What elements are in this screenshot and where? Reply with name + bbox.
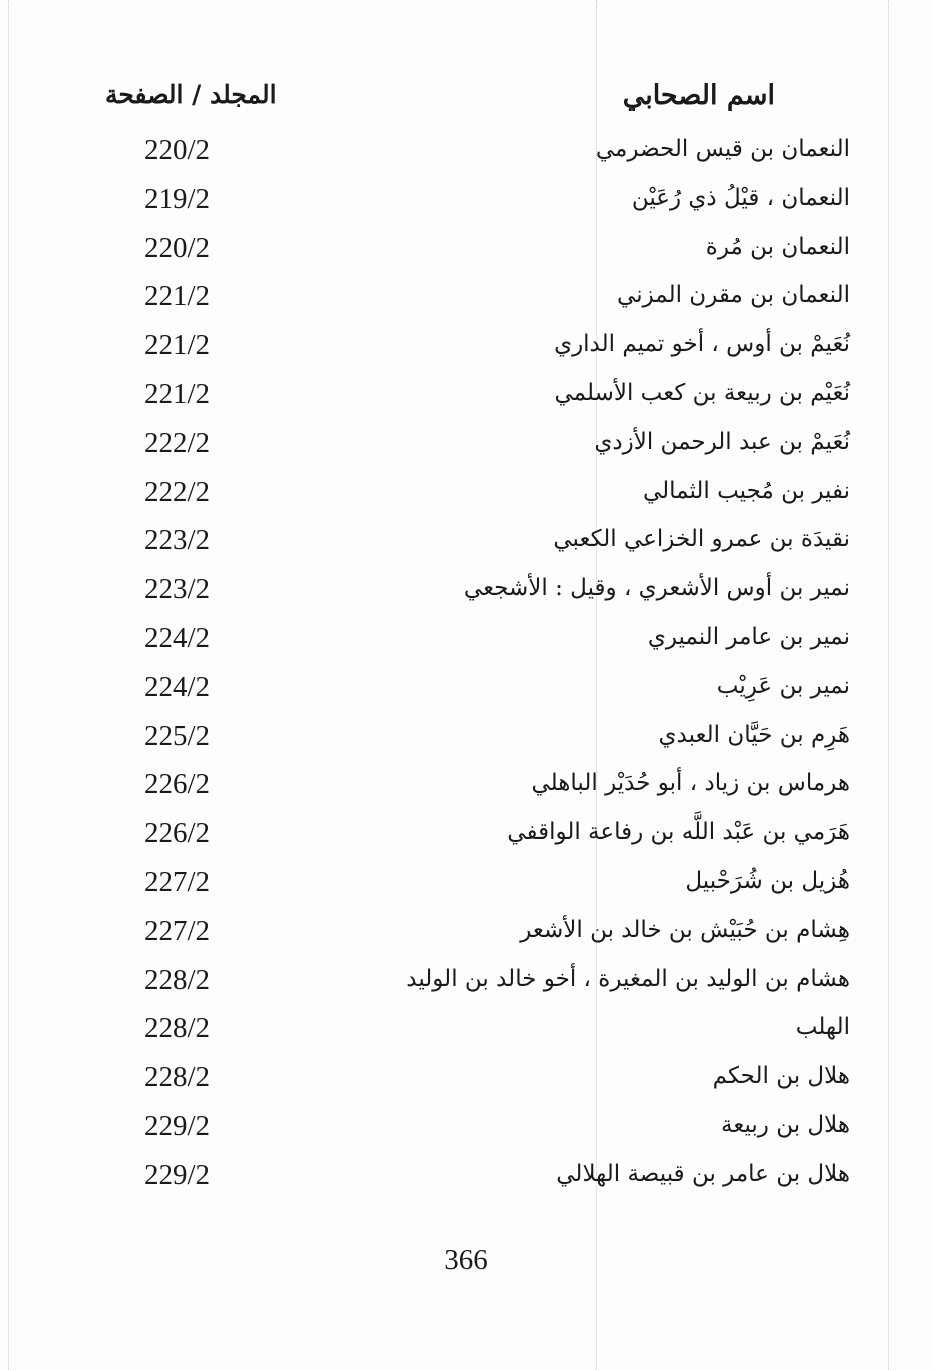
companion-name: نُعَيمْ بن أوس ، أخو تميم الداري [554, 331, 850, 358]
list-item [0, 179, 932, 228]
volume-page-ref: 229/2 [144, 1158, 211, 1191]
companion-name: نفير بن مُجيب الثمالي [642, 477, 850, 504]
volume-page-ref: 221/2 [144, 377, 211, 410]
list-item [0, 130, 932, 179]
list-item [0, 667, 932, 716]
volume-page-ref: 224/2 [144, 670, 211, 703]
list-item [0, 228, 932, 277]
companion-name: هَرَمي بن عَبْد اللَّه بن رفاعة الواقفي [507, 819, 850, 846]
companion-name: هَرِم بن حَيَّان العبدي [658, 721, 850, 748]
companion-name: هلال بن ربيعة [721, 1111, 850, 1138]
volume-page-ref: 228/2 [144, 1012, 211, 1045]
list-item [0, 764, 932, 813]
list-item [0, 423, 932, 472]
companion-name: هلال بن الحكم [712, 1063, 850, 1090]
volume-page-ref: 226/2 [144, 768, 211, 801]
companion-name: هِشام بن حُبَيْش بن خالد بن الأشعر [520, 916, 850, 943]
table-header [0, 80, 932, 120]
volume-page-ref: 223/2 [144, 573, 211, 606]
volume-page-ref: 220/2 [144, 134, 211, 166]
companion-name: نمير بن عَرِيْب [716, 672, 850, 699]
list-item [0, 1057, 932, 1106]
list-item [0, 569, 932, 618]
companion-name: هلال بن عامر بن قبيصة الهلالي [556, 1160, 850, 1187]
companion-name: النعمان ، قيْلُ ذي رُعَيْن [631, 184, 850, 211]
companion-name: النعمان بن قيس الحضرمي [595, 136, 850, 162]
volume-page-ref: 224/2 [144, 621, 211, 654]
companion-name: هرماس بن زياد ، أبو حُدَيْر الباهلي [531, 770, 850, 797]
list-item [0, 1106, 932, 1155]
volume-page-ref: 226/2 [144, 817, 211, 850]
companion-name: نُعَيْم بن ربيعة بن كعب الأسلمي [554, 379, 850, 406]
page-number: 366 [444, 1244, 488, 1276]
list-item [0, 716, 932, 765]
volume-page-ref: 229/2 [144, 1109, 211, 1142]
list-item [0, 813, 932, 862]
list-item [0, 862, 932, 911]
column-header-companion-name: اسم الصحابي [622, 80, 775, 111]
volume-page-ref: 223/2 [144, 524, 211, 557]
volume-page-ref: 228/2 [144, 1061, 211, 1094]
volume-page-ref: 227/2 [144, 865, 211, 898]
list-item [0, 618, 932, 667]
volume-page-ref: 225/2 [144, 719, 211, 752]
companion-name: نُعَيمْ بن عبد الرحمن الأزدي [594, 428, 850, 455]
companion-name: نمير بن عامر النميري [647, 623, 850, 650]
companion-name: هُزيل بن شُرَحْبيل [685, 867, 850, 894]
list-item [0, 520, 932, 569]
volume-page-ref: 220/2 [144, 231, 211, 264]
index-list [0, 130, 932, 1204]
volume-page-ref: 222/2 [144, 475, 211, 508]
list-item [0, 1155, 932, 1204]
list-item [0, 276, 932, 325]
companion-name: نقيدَة بن عمرو الخزاعي الكعبي [553, 526, 850, 553]
companion-name: هشام بن الوليد بن المغيرة ، أخو خالد بن الوليد [406, 965, 850, 992]
companion-name: نمير بن أوس الأشعري ، وقيل : الأشجعي [463, 575, 850, 602]
list-item [0, 325, 932, 374]
list-item [0, 960, 932, 1009]
volume-page-ref: 221/2 [144, 280, 211, 313]
list-item [0, 374, 932, 423]
column-header-volume-page: المجلد / الصفحة [105, 80, 277, 109]
volume-page-ref: 228/2 [144, 963, 211, 996]
list-item [0, 911, 932, 960]
volume-page-ref: 222/2 [144, 426, 211, 459]
companion-name: الهلب [795, 1014, 850, 1041]
volume-page-ref: 227/2 [144, 914, 211, 947]
list-item [0, 1008, 932, 1057]
volume-page-ref: 219/2 [144, 182, 211, 215]
list-item [0, 472, 932, 521]
companion-name: النعمان بن مقرن المزني [617, 282, 850, 309]
companion-name: النعمان بن مُرة [705, 233, 850, 260]
volume-page-ref: 221/2 [144, 329, 211, 362]
